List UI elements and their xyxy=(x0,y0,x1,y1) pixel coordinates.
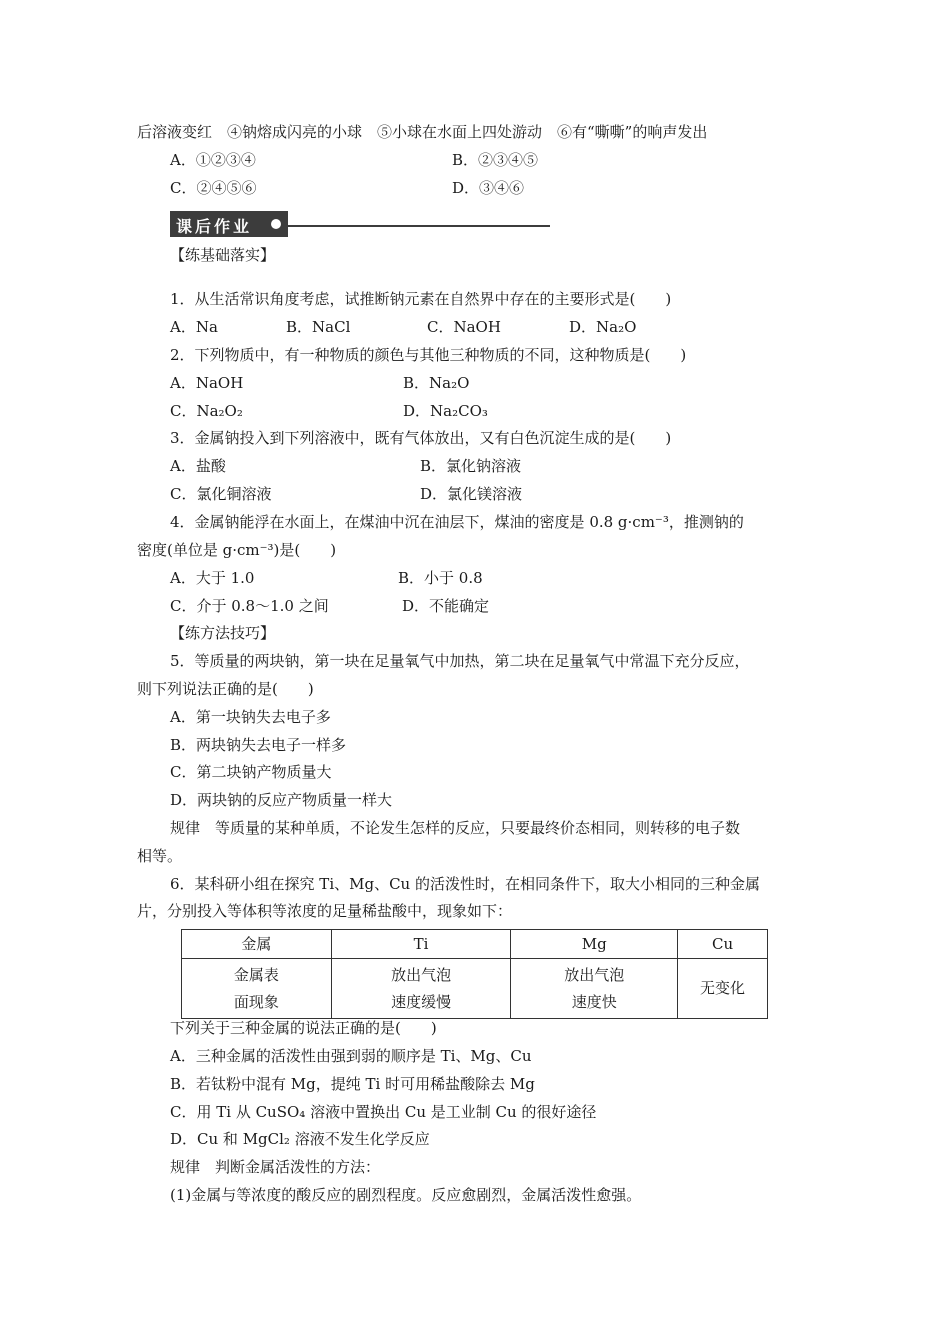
table-header-ti: Ti xyxy=(331,930,511,959)
q1-option-c: C．NaOH xyxy=(427,318,501,336)
q6-rule-line2: (1)金属与等浓度的酸反应的剧烈程度。反应愈剧烈，金属活泼性愈强。 xyxy=(170,1186,642,1204)
mg-line2: 速度快 xyxy=(571,992,617,1011)
q3-stem: 3．金属钠投入到下列溶液中，既有气体放出，又有白色沉淀生成的是( ) xyxy=(170,429,672,447)
q3-option-d: D．氯化镁溶液 xyxy=(420,485,523,503)
bullet-dot-icon xyxy=(271,219,281,229)
q1-option-a: A．Na xyxy=(170,318,218,336)
q4-option-c: C．介于 0.8～1.0 之间 xyxy=(170,597,329,615)
q1-option-d: D．Na₂O xyxy=(569,318,637,336)
table-cell-ti xyxy=(331,959,511,1019)
q2-option-b: B．Na₂O xyxy=(403,374,470,392)
q6-option-d: D．Cu 和 MgCl₂ 溶液不发生化学反应 xyxy=(170,1130,430,1148)
q4-stem-line2: 密度(单位是 g·cm⁻³)是( ) xyxy=(137,541,337,559)
q2-option-a: A．NaOH xyxy=(170,374,244,392)
table-cell-mg xyxy=(511,959,678,1019)
observation-table xyxy=(181,929,768,1019)
table-header-row xyxy=(182,930,768,959)
mg-line1: 放出气泡 xyxy=(564,965,625,984)
q6-rule-line1: 规律 判断金属活泼性的方法： xyxy=(170,1158,381,1176)
prev-option-a: A．①②③④ xyxy=(170,151,256,169)
q4-option-a: A．大于 1.0 xyxy=(170,569,255,587)
q6-stem-line1: 6．某科研小组在探究 Ti、Mg、Cu 的活泼性时，在相同条件下，取大小相同的三种金属 xyxy=(170,875,760,893)
row-label-line2: 面现象 xyxy=(233,992,279,1011)
section-divider xyxy=(288,225,550,227)
q4-option-b: B．小于 0.8 xyxy=(398,569,483,587)
q6-stem-line2: 片，分别投入等体积等浓度的足量稀盐酸中，现象如下： xyxy=(137,902,513,920)
q5-option-c: C．第二块钠产物质量大 xyxy=(170,763,332,781)
q5-rule-line2: 相等。 xyxy=(137,847,183,865)
q1-stem: 1．从生活常识角度考虑，试推断钠元素在自然界中存在的主要形式是( ) xyxy=(170,290,672,308)
q3-option-b: B．氯化钠溶液 xyxy=(420,457,522,475)
q5-option-b: B．两块钠失去电子一样多 xyxy=(170,736,347,754)
q1-option-b: B．NaCl xyxy=(286,318,351,336)
q3-option-c: C．氯化铜溶液 xyxy=(170,485,272,503)
section-banner xyxy=(170,211,288,237)
q3-option-a: A．盐酸 xyxy=(170,457,226,475)
q5-stem-line2: 则下列说法正确的是( ) xyxy=(137,680,314,698)
row-label-line1: 金属表 xyxy=(233,965,279,984)
q5-stem-line1: 5．等质量的两块钠，第一块在足量氧气中加热，第二块在足量氧气中常温下充分反应， xyxy=(170,652,750,670)
subsection-basic: 【练基础落实】 xyxy=(170,246,276,264)
q4-stem-line1: 4．金属钠能浮在水面上，在煤油中沉在油层下，煤油的密度是 0.8 g·cm⁻³，推测钠的 xyxy=(170,513,744,531)
q6-option-c: C．用 Ti 从 CuSO₄ 溶液中置换出 Cu 是工业制 Cu 的很好途径 xyxy=(170,1103,597,1121)
q4-option-d: D．不能确定 xyxy=(402,597,490,615)
ti-line1: 放出气泡 xyxy=(391,965,452,984)
q5-option-d: D．两块钠的反应产物质量一样大 xyxy=(170,791,393,809)
ti-line2: 速度缓慢 xyxy=(391,992,452,1011)
header-line: 后溶液变红 ④钠熔成闪亮的小球 ⑤小球在水面上四处游动 ⑥有“嘶嘶”的响声发出 xyxy=(137,123,708,141)
q2-option-d: D．Na₂CO₃ xyxy=(403,402,488,420)
table-header-cu: Cu xyxy=(678,930,768,959)
prev-option-c: C．②④⑤⑥ xyxy=(170,179,257,197)
table-row-label xyxy=(182,959,332,1019)
q2-stem: 2．下列物质中，有一种物质的颜色与其他三种物质的不同，这种物质是( ) xyxy=(170,346,687,364)
prev-option-d: D．③④⑥ xyxy=(452,179,525,197)
prev-option-b: B．②③④⑤ xyxy=(452,151,539,169)
table-cell-cu: 无变化 xyxy=(678,959,768,1019)
q6-option-a: A．三种金属的活泼性由强到弱的顺序是 Ti、Mg、Cu xyxy=(170,1047,532,1065)
subsection-method: 【练方法技巧】 xyxy=(170,624,276,642)
q2-option-c: C．Na₂O₂ xyxy=(170,402,243,420)
table-row xyxy=(182,959,768,1019)
q6-question: 下列关于三种金属的说法正确的是( ) xyxy=(170,1019,437,1037)
section-banner-title: 课后作业 xyxy=(176,217,253,236)
table-header-metal: 金属 xyxy=(182,930,332,959)
table-header-mg: Mg xyxy=(511,930,678,959)
q5-option-a: A．第一块钠失去电子多 xyxy=(170,708,331,726)
q6-option-b: B．若钛粉中混有 Mg，提纯 Ti 时可用稀盐酸除去 Mg xyxy=(170,1075,535,1093)
q5-rule-line1: 规律 等质量的某种单质，不论发生怎样的反应，只要最终价态相同，则转移的电子数 xyxy=(170,819,741,837)
